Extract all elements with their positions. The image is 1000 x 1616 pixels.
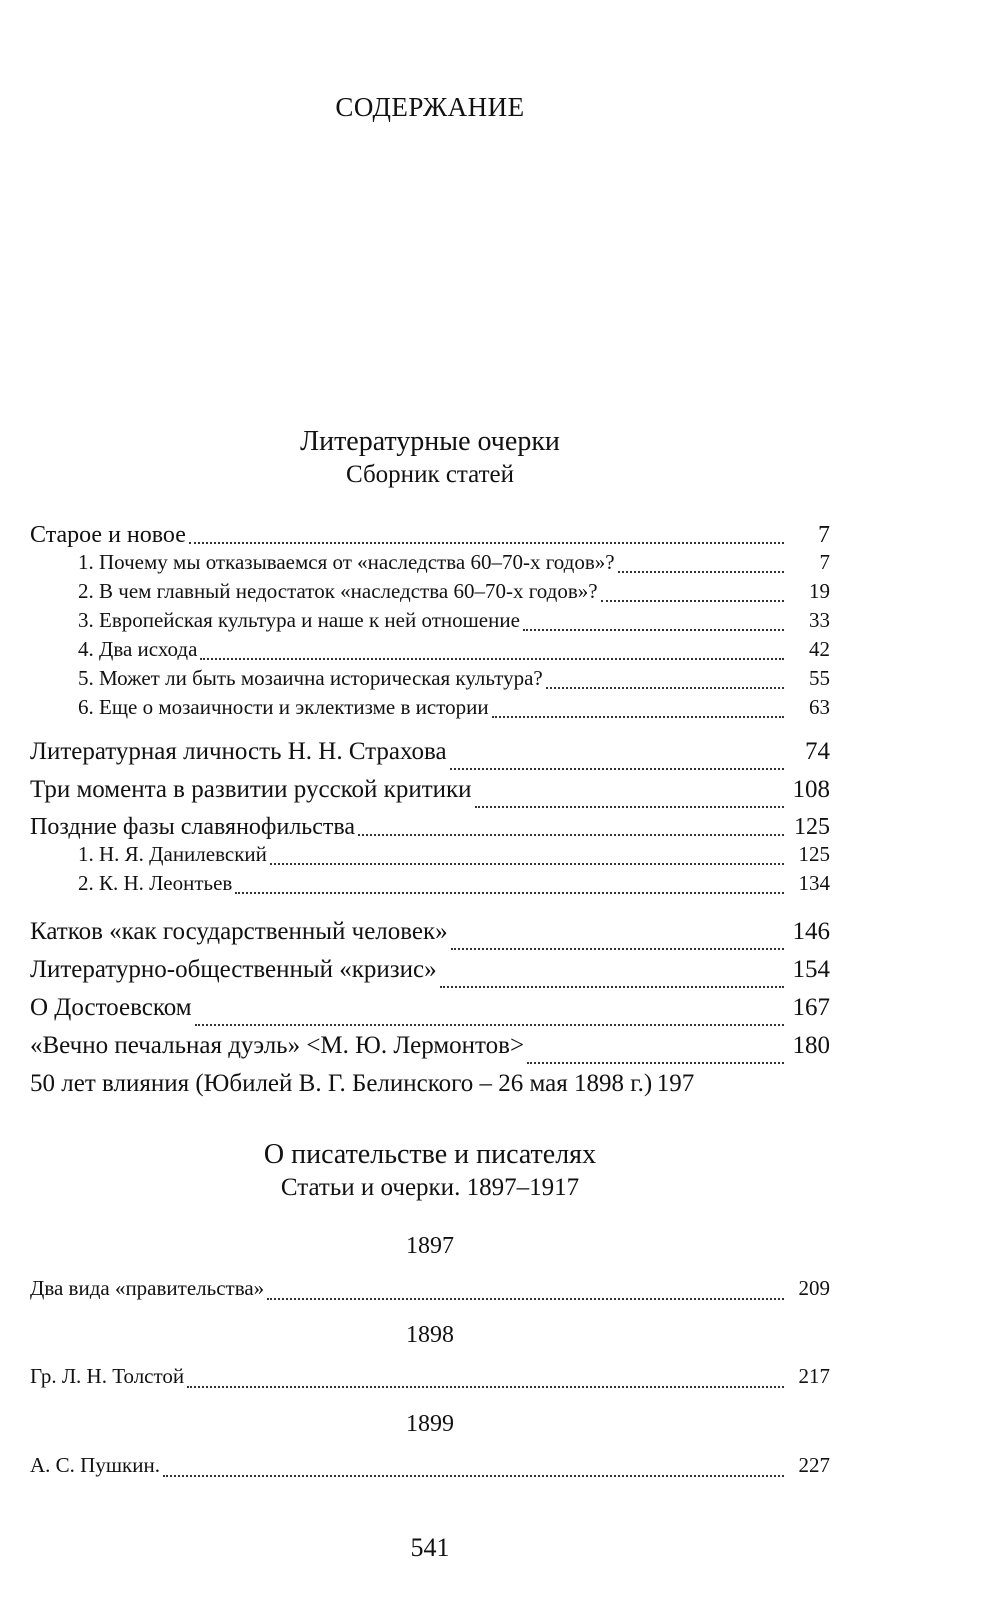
leader-dots (451, 948, 784, 950)
leader-dots (527, 1062, 784, 1064)
section-heading-on-writing (0, 1138, 860, 1204)
leader-dots (235, 892, 784, 894)
section-subtitle: Сборник статей (345, 461, 515, 488)
toc-entry-page: 154 (792, 956, 830, 983)
leader-dots (450, 768, 784, 770)
leader-dots (163, 1475, 784, 1477)
toc-entry-label: Литературно-общественный «кризис» (30, 956, 437, 983)
toc-entry[interactable] (30, 994, 830, 1032)
toc-entry-label: 1. Почему мы отказываемся от «наследства 60–70-х годов»? (78, 550, 615, 574)
toc-group-1897 (30, 1276, 830, 1306)
leader-dots (475, 806, 784, 808)
toc-entry-page: 125 (794, 814, 830, 840)
toc-subentry[interactable] (30, 579, 830, 608)
toc-entry[interactable] (30, 1453, 830, 1483)
toc-entry-label: 4. Два исхода (78, 637, 198, 661)
toc-entry-page: 125 (798, 842, 830, 866)
toc-entry-page: 7 (819, 550, 830, 574)
toc-entry[interactable] (30, 1276, 830, 1306)
toc-entry-label: 6. Еще о мозаичности и эклектизме в истории (78, 695, 489, 719)
toc-entry-page: 108 (792, 776, 830, 803)
toc-entry-page: 167 (792, 994, 830, 1021)
toc-entry-page: 217 (798, 1364, 830, 1388)
toc-entry-label: Литературная личность Н. Н. Страхова (30, 738, 447, 765)
toc-group-articles (30, 918, 830, 1108)
toc-subentry[interactable] (30, 637, 830, 666)
toc-subentry[interactable] (30, 842, 830, 871)
toc-entry-page: 19 (809, 579, 830, 603)
leader-dots (440, 986, 784, 988)
year-heading: 1898 (406, 1322, 454, 1348)
year-heading: 1897 (406, 1233, 454, 1259)
toc-entry-page: 33 (809, 608, 830, 632)
toc-entry[interactable] (30, 776, 830, 814)
leader-dots (546, 687, 784, 689)
leader-dots (270, 863, 784, 865)
toc-entry-label: Три момента в развитии русской критики (30, 776, 472, 803)
toc-subentry[interactable] (30, 666, 830, 695)
toc-entry-page: 74 (805, 738, 830, 765)
leader-dots (523, 629, 784, 631)
toc-subentry[interactable] (30, 871, 830, 900)
toc-entry-label: Катков «как государственный человек» (30, 918, 448, 945)
toc-entry-label: Два вида «правительства» (30, 1276, 265, 1300)
toc-entry[interactable] (30, 814, 830, 842)
toc-entry-label: «Вечно печальная дуэль» <М. Ю. Лермонтов> (30, 1032, 525, 1059)
leader-dots (187, 1386, 784, 1388)
toc-group-1898 (30, 1364, 830, 1394)
toc-group-old-and-new (30, 522, 830, 724)
leader-dots (267, 1298, 784, 1300)
toc-entry-label: 50 лет влияния (Юбилей В. Г. Белинского – 26 мая 1898 г.) (30, 1070, 653, 1097)
toc-entry-label: Поздние фазы славянофильства (30, 814, 356, 840)
toc-entry-label: 5. Может ли быть мозаична историческая культура? (78, 666, 543, 690)
section-title: Литературные очерки (300, 426, 560, 457)
toc-entry-page: 7 (818, 522, 830, 548)
toc-entry-page: 134 (798, 871, 830, 895)
toc-entry-label: Старое и новое (30, 522, 186, 548)
toc-entry[interactable] (30, 1364, 830, 1394)
leader-dots (200, 658, 784, 660)
toc-entry-label: 1. Н. Я. Данилевский (78, 842, 267, 866)
toc-entry-page: 180 (792, 1032, 830, 1059)
toc-entry[interactable] (30, 918, 830, 956)
toc-entry-page: 42 (809, 637, 830, 661)
toc-group-essays (30, 738, 830, 900)
leader-dots (358, 834, 784, 836)
leader-dots (601, 600, 784, 602)
toc-entry-label: О Достоевском (30, 994, 192, 1021)
toc-entry-label: А. С. Пушкин. (30, 1453, 160, 1477)
toc-entry-label: 2. В чем главный недостаток «наследства 60–70-х годов»? (78, 579, 598, 603)
toc-entry-page: 63 (809, 695, 830, 719)
toc-entry[interactable] (30, 1070, 830, 1108)
toc-entry-page: 227 (798, 1453, 830, 1477)
toc-entry[interactable] (30, 522, 830, 550)
toc-subentry[interactable] (30, 695, 830, 724)
page-title: СОДЕРЖАНИЕ (335, 92, 525, 122)
section-heading-literary-essays (0, 425, 860, 491)
toc-group-1899 (30, 1453, 830, 1483)
toc-subentry[interactable] (30, 608, 830, 637)
toc-entry-label: Гр. Л. Н. Толстой (30, 1364, 185, 1388)
year-heading: 1899 (406, 1411, 454, 1437)
section-subtitle: Статьи и очерки. 1897–1917 (280, 1174, 580, 1201)
leader-dots (189, 542, 784, 544)
toc-entry-page: 55 (809, 666, 830, 690)
leader-dots (618, 571, 784, 573)
leader-dots (492, 716, 784, 718)
toc-entry[interactable] (30, 1032, 830, 1070)
toc-entry-page: 197 (656, 1070, 695, 1097)
toc-entry-label: 2. К. Н. Леонтьев (78, 871, 233, 895)
toc-entry[interactable] (30, 738, 830, 776)
leader-dots (195, 1024, 784, 1026)
section-title: О писательстве и писателях (263, 1139, 597, 1170)
toc-entry-page: 146 (792, 918, 830, 945)
toc-entry-label: 3. Европейская культура и наше к ней отношение (78, 608, 520, 632)
toc-entry-page: 209 (798, 1276, 830, 1300)
toc-subentry[interactable] (30, 550, 830, 579)
toc-entry[interactable] (30, 956, 830, 994)
page-number: 541 (410, 1533, 450, 1562)
